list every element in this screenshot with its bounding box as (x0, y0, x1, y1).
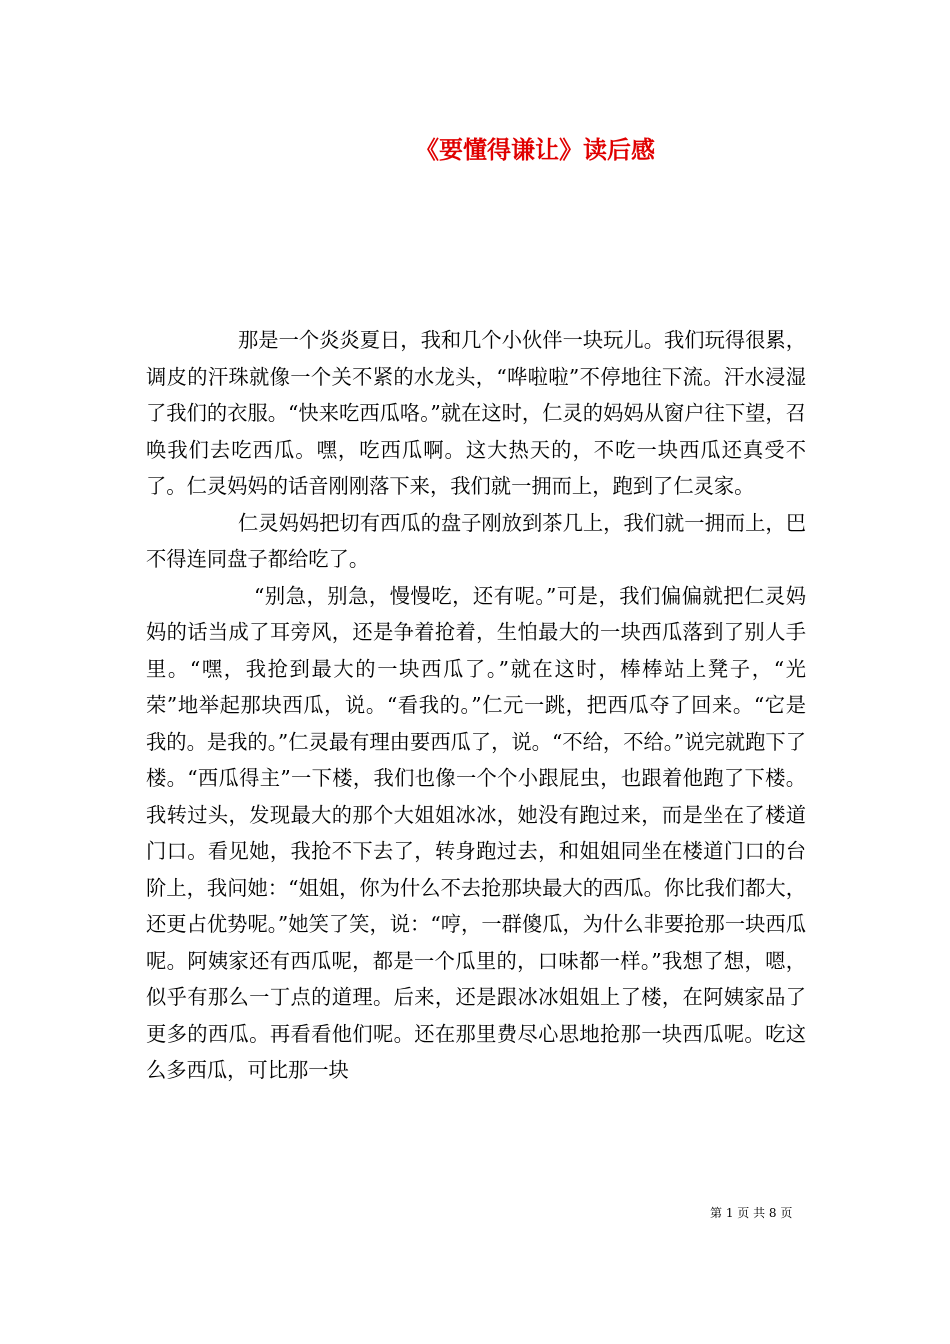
page-number-footer: 第 1 页 共 8 页 (710, 1206, 793, 1220)
paragraph-1: 那是一个炎炎夏日，我和几个小伙伴一块玩儿。我们玩得很累，调皮的汗珠就像一个关不紧的水龙头，“哗啦啦”不停地往下流。汗水浸湿了我们的衣服。“快来吃西瓜咯。”就在这时，仁灵的妈妈从窗户往下望，召唤我们去吃西瓜。嘿，吃西瓜啊。这大热天的，不吃一块西瓜还真受不了。仁灵妈妈的话音刚刚落下来，我们就一拥而上，跑到了仁灵家。 (146, 328, 806, 498)
paragraph-3: “别急，别急，慢慢吃，还有呢。”可是，我们偏偏就把仁灵妈妈的话当成了耳旁风，还是争着抢着，生怕最大的一块西瓜落到了别人手里。“嘿，我抢到最大的一块西瓜了。”就在这时，棒棒站上凳子，“光荣”地举起那块西瓜，说。“看我的。”仁元一跳，把西瓜夺了回来。“它是我的。是我的。”仁灵最有理由要西瓜了，说。“不给，不给。”说完就跑下了楼。“西瓜得主”一下楼，我们也像一个个小跟屁虫，也跟着他跑了下楼。我转过头，发现最大的那个大姐姐冰冰，她没有跑过来，而是坐在了楼道门口。看见她，我抢不下去了，转身跑过去，和姐姐同坐在楼道门口的台阶上，我问她：“姐姐，你为什么不去抢那块最大的西瓜。你比我们都大，还更占优势呢。”她笑了笑，说：“哼，一群傻瓜，为什么非要抢那一块西瓜呢。阿姨家还有西瓜呢，都是一个瓜里的，口味都一样。”我想了想，嗯，似乎有那么一丁点的道理。后来，还是跟冰冰姐姐上了楼，在阿姨家品了更多的西瓜。再看看他们呢。还在那里费尽心思地抢那一块西瓜呢。吃这么多西瓜，可比那一块 (146, 583, 806, 1082)
document-body (146, 322, 806, 1089)
document-title: 《要懂得谦让》读后感 (415, 135, 655, 164)
paragraph-2: 仁灵妈妈把切有西瓜的盘子刚放到茶几上，我们就一拥而上，巴不得连同盘子都给吃了。 (146, 510, 806, 571)
